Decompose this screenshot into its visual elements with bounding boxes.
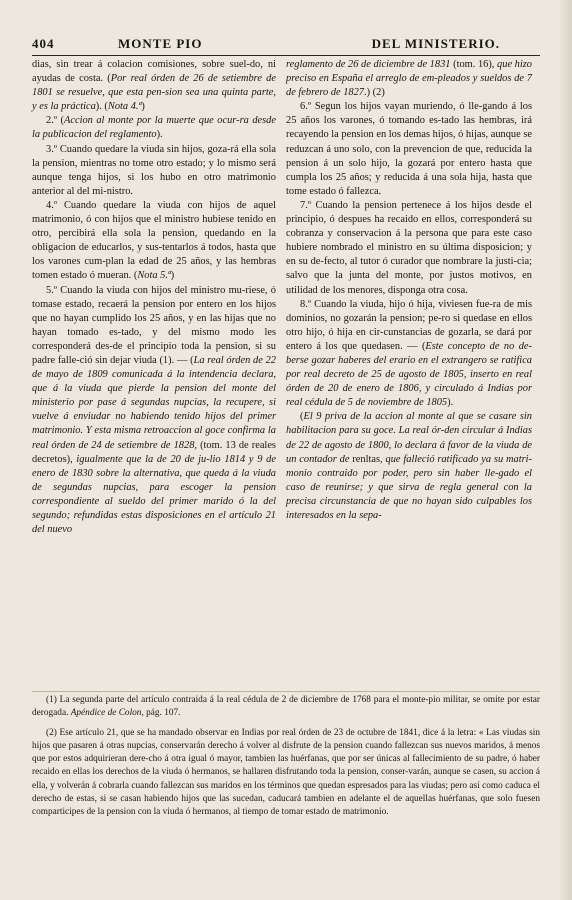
right-column-paragraph — [286, 410, 532, 523]
text-run: 8.º Cuando la viuda, hijo ó hija, viviesen fue-ra de mis dominios, no gozarán la pension; pe-ro si quedase en ellos otro hijo, ó hija en cir-cunstancias de gozarla, se dará por entero á los que quedasen. — ( — [286, 298, 532, 352]
text-run: .) (2) — [364, 87, 385, 99]
italic-text: El 9 priva de la accion al monte al que se casare sin habilitacion para su goce. La real ór-den circular á Indias de 22 de agosto de 1800, lo declara á favor de la viuda de un contador de — [286, 411, 532, 465]
text-run: ( — [300, 411, 304, 423]
footnote-paragraph — [32, 694, 540, 721]
header-rule — [32, 55, 540, 56]
left-column-paragraph — [32, 114, 276, 142]
text-run: ) — [170, 270, 175, 282]
left-column-paragraph — [32, 58, 276, 114]
right-column — [286, 58, 532, 523]
italic-text: Nota 5.ª — [137, 270, 171, 282]
text-run: 3.º Cuando quedare la viuda sin hijos, goza-rá ella sola la pension, mientras no tome otro estado; y lo mismo será aunque tenga hijos, si los hubo en otro matrimonio anterior al del mi-nistro. — [32, 143, 276, 197]
italic-text: que hizo preciso en España el arreglo de em-pleados y sueldos de 7 de febrero de 1827 — [286, 59, 532, 99]
right-column-paragraph — [286, 199, 532, 298]
italic-text: Nota 4.ª — [107, 101, 142, 113]
footnote-separator — [32, 691, 540, 692]
page-number: 404 — [32, 36, 55, 51]
footnotes — [32, 694, 540, 820]
footnote-paragraph — [32, 727, 540, 820]
text-run: 7.º Cuando la pension pertenece á los hijos desde el principio, ó despues ha recaido en ellos, corresponderá su cobranza y conservacion á la persona que para este caso hubiere nombrado el ministro en su última disposicion; y en su de-fecto, al tutor ó curador que nombrare la justi-cia; salvo que la junta del monte, por justos motivos, en utilidad de los menores, disponga otra cosa. — [286, 199, 532, 296]
text-run: ) — [141, 101, 145, 113]
text-run: , pág. 107. — [141, 708, 181, 719]
text-run: 2.º ( — [46, 115, 64, 127]
page-edge-shadow — [558, 0, 572, 900]
text-run: ). ( — [95, 101, 108, 113]
text-run: ). — [156, 129, 163, 141]
italic-text: Por real órden de 26 de setiembre de 1801 se resuelve, que esta pen-sion sea una quinta parte, y es la práctica — [32, 73, 276, 113]
left-column-paragraph — [32, 284, 276, 538]
italic-text: Apéndice de Colon — [70, 708, 142, 719]
italic-text: igualmente que la de 20 de ju-lio 1814 y 9 de enero de 1830 sobre la alternativa, que queda á la viuda de segundas nupcias, para escoger la pension correspondiente al sueldo del primer marido ó la del segundo; refundidas estas disposiciones en el artículo 21 del nuevo — [32, 453, 276, 536]
text-run: (tom. 16), — [453, 59, 498, 70]
text-run: 5.º Cuando la viuda con hijos del ministro mu-riese, ó tomase estado, recaerá la pension por entero en los hijos que no hayan cumplido los 25 años, y en las hijas que no hayan tomado es-tado, y del mismo modo les corresponderá des-de el principio toda la pension, si su padre falle-ció sin dejar viuda (1). — ( — [32, 284, 276, 366]
left-column-paragraph — [32, 143, 276, 199]
italic-text: reglamento de 26 de diciembre de 1831 — [286, 59, 454, 70]
italic-text: La real órden de 22 de mayo de 1809 comunicada á la intendencia declara, que á la viuda que pierde la pension del monte del ministerio por pase á segundas nupcias, la recupere, si vuelve á enviudar no habiendo tenido hijos del primer matrimonio. Y esta misma retroaccion al goce confirma la real órden de 24 de setiembre de 1828, — [32, 354, 276, 451]
text-run: renltas — [352, 453, 381, 465]
text-run: 6.º Segun los hijos vayan muriendo, ó lle-gando á los 25 años los varones, ó tomando es-tado las hembras, irá recayendo la pension en los demas hijos, ó hijas, aunque se reduzcan á uno solo, con la prevencion de que, reducida la pension á un solo hijo, la gozará por entero hasta que cumpla los 25 años; y reducida á una sola hija, hasta que tome estado ó fallezca. — [286, 101, 532, 197]
running-header — [32, 36, 540, 54]
text-run: dias, sin trear á colacion comisiones, sobre suel-do, ni ayudas de costa. ( — [32, 59, 276, 85]
header-title-right: DEL MINISTERIO. — [371, 36, 500, 51]
right-column-paragraph — [286, 100, 532, 199]
text-run: (2) Ese artículo 21, que se ha mandado observar en Indias por real órden de 23 de octubre de 1841, dice á la letra: « Las viudas sin hijos que pasaren á otras nupcias, conservarán derecho á volver al disfrute de la pension cuando fallezcan sus nuevos maridos, á menos que por estos adquirieran dere-cho á otra igual ó mayor, tambien las huérfanas, que por ser únicas al fallecimiento de su padre, ó haber recaido en ellas los derechos de la viuda ó hermanos, se hallaren disfrutando toda la pension, conser-varán, aunque se casen, su accion á ella, y volverán á cobrarla cuando fallezcan sus maridos en los términos que quedan espresados para las viudas; pero así como caduca el derecho de estas, si se casan habiendo hijos que las sucedan, caducará tambien en adelante el de aquellas huérfanas, que solo fuesen comparticipes de la pension con la viuda ó hermanos, al tiempo de tomar estado de matrimonio. — [32, 727, 540, 818]
right-column-paragraph — [286, 298, 532, 411]
header-title-left: MONTE PIO — [118, 36, 203, 51]
text-run: (tom. 13 de reales decretos), — [32, 439, 276, 465]
right-column-paragraph — [286, 58, 532, 100]
italic-text: Este concepto de no de-berse gozar haberes del erario en el extrangero se ratifica por real decreto de 25 de agosto de 1805, inserto en real órden de 20 de enero de 1806, y circulado á Indias por real cédula de 5 de noviembre de 1805 — [286, 340, 532, 409]
text-run: (1) La segunda parte del artículo contraida á la real cédula de 2 de diciembre de 1768 para el monte-pio militar, se omite por estar derogada. — [32, 695, 540, 719]
left-column-paragraph — [32, 199, 276, 284]
text-run: 4.º Cuando quedare la viuda con hijos de aquel matrimonio, ó con hijos que el ministro hubiese tenido en otro, percibirá ella sola la pension, quedando en la obligacion de educarlos, y sus-tentarlos á todos, hasta que los varones cum-plan la edad de 25 años, y las hembras tomen estado ó mueran. ( — [32, 199, 276, 282]
left-column — [32, 58, 276, 537]
text-run: ). — [447, 397, 454, 409]
italic-text: Accion al monte por la muerte que ocur-ra desde la publicacion del reglamento — [32, 115, 276, 141]
italic-text: , que falleció ratificado ya su matri-monio contraido por poder, pero sin haber lle-gado el caso de reunirse; y que sirva de regla general con la precisa circunstancia de que no hayan sido culpables los interesados en la sepa- — [286, 453, 533, 521]
